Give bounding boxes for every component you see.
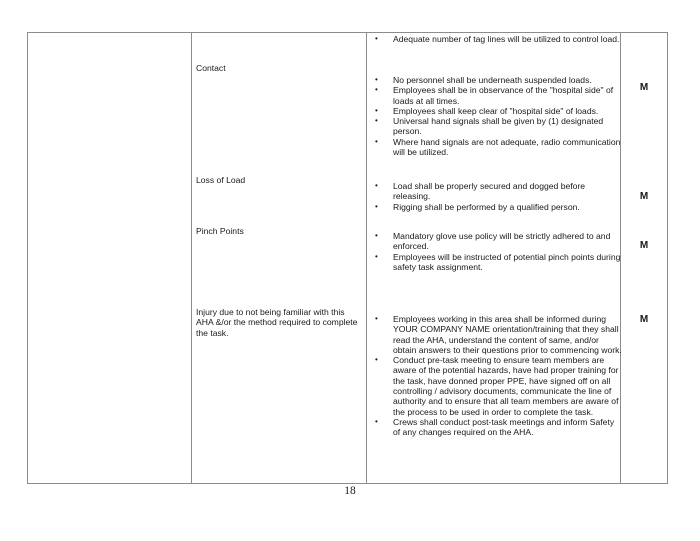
hazard-pinch-points: Pinch Points [196, 226, 244, 236]
control-item: • Employees shall keep clear of "hospital side" of loads. [373, 106, 623, 116]
control-item: • No personnel shall be underneath suspended loads. [373, 75, 623, 85]
controls-list [373, 314, 623, 438]
control-item: • Employees working in this area shall be informed during YOUR COMPANY NAME orientation/training that they shall read the AHA, understand the content of same, and/or obtain answers to their questions prior to commencing work. [373, 314, 623, 355]
control-item: • Where hand signals are not adequate, radio communication will be utilized. [373, 137, 623, 158]
control-item: • Mandatory glove use policy will be strictly adhered to and enforced. [373, 231, 623, 252]
control-item: • Conduct pre-task meeting to ensure team members are aware of the potential hazards, have had proper training for the task, have donned proper PPE, have signed off on all controlling / advisory documents, communicate the line of authority and to ensure that all team members are aware of the process to be used in order to complete the task. [373, 355, 623, 417]
controls-list [373, 34, 623, 44]
column-divider [366, 33, 367, 483]
controls-list [373, 181, 623, 212]
control-item: • Rigging shall be performed by a qualified person. [373, 202, 623, 212]
control-item: • Universal hand signals shall be given by (1) designated person. [373, 116, 623, 137]
control-item: • Adequate number of tag lines will be utilized to control load. [373, 34, 623, 44]
risk-level: M [639, 82, 649, 93]
controls-list [373, 231, 623, 272]
column-divider [191, 33, 192, 483]
hazard-unfamiliar-with-aha: Injury due to not being familiar with this AHA &/or the method required to complete the task. [196, 307, 358, 338]
control-item: • Employees will be instructed of potential pinch points during safety task assignment. [373, 252, 623, 273]
aha-table [27, 32, 668, 484]
control-item: • Load shall be properly secured and dogged before releasing. [373, 181, 623, 202]
risk-level: M [639, 314, 649, 325]
page-number: 18 [344, 485, 356, 497]
controls-list [373, 75, 623, 157]
control-item: • Employees shall be in observance of the "hospital side" of loads at all times. [373, 85, 623, 106]
risk-level: M [639, 240, 649, 251]
control-item: • Crews shall conduct post-task meetings and inform Safety of any changes required on the AHA. [373, 417, 623, 438]
hazard-contact: Contact [196, 63, 226, 73]
risk-level: M [639, 191, 649, 202]
hazard-loss-of-load: Loss of Load [196, 175, 246, 185]
